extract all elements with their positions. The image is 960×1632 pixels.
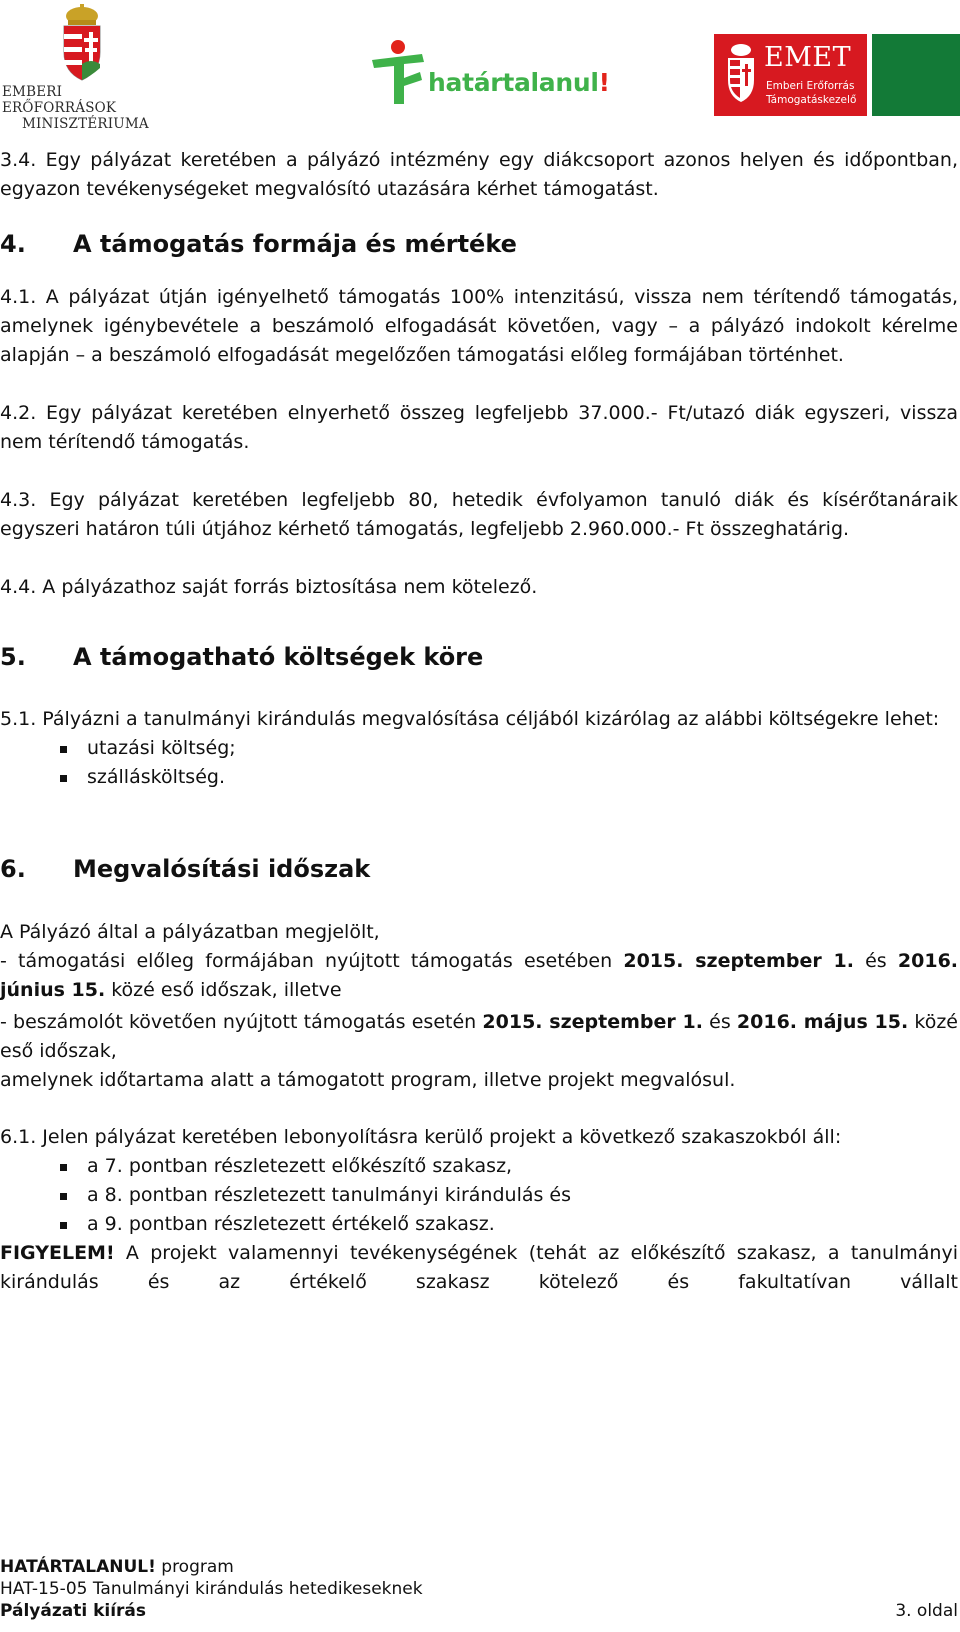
list-item: a 7. pontban részletezett előkészítő szakasz, <box>60 1152 958 1181</box>
emet-logo <box>714 34 960 116</box>
hatartalanul-word: határtalanul <box>428 68 599 97</box>
attention-text: A projekt valamennyi tevékenységének (tehát az előkészítő szakasz, a tanulmányi kirándulás és az értékelő szakasz kötelező és fakultatívan vállalt <box>0 1242 958 1293</box>
paragraph-6-1: 6.1. Jelen pályázat keretében lebonyolításra kerülő projekt a következő szakaszokból áll: <box>0 1126 842 1148</box>
heading-5 <box>0 642 958 672</box>
paragraph-3-4: 3.4. Egy pályázat keretében a pályázó intézmény egy diákcsoport azonos helyen és időpontban, egyazon tevékenységeket megvalósító utazására kérhet támogatást. <box>0 149 958 200</box>
ministry-name <box>2 84 177 132</box>
phase-list <box>0 1152 958 1239</box>
advance-end-date: 2016. június 15. <box>0 950 959 1001</box>
emet-shield-icon <box>726 42 756 102</box>
list-item: utazási költség; <box>60 734 958 763</box>
ministry-logo <box>0 0 175 132</box>
cost-list <box>0 734 958 792</box>
paragraph-4-2: 4.2. Egy pályázat keretében elnyerhető összeg legfeljebb 37.000.- Ft/utazó diák egyszeri, vissza nem térítendő támogatás. <box>0 402 958 453</box>
paragraph-6-report <box>0 1008 958 1066</box>
heading-4 <box>0 229 958 259</box>
heading-6-number: 6. <box>0 855 26 883</box>
ministry-line2: MINISZTÉRIUMA <box>22 116 149 132</box>
advance-text: - támogatási előleg formájában nyújtott támogatás esetében <box>0 950 624 972</box>
paragraph-6-intro: A Pályázó által a pályázatban megjelölt, <box>0 921 380 943</box>
report-tail: közé eső időszak, <box>0 1011 958 1062</box>
advance-tail: közé eső időszak, illetve <box>105 979 342 1001</box>
advance-and: és <box>853 950 898 972</box>
hatartalanul-figure-icon <box>368 38 430 108</box>
emet-subtitle-line1: Emberi Erőforrás <box>766 80 855 92</box>
report-start-date: 2015. szeptember 1. <box>482 1011 703 1033</box>
list-item: a 8. pontban részletezett tanulmányi kirándulás és <box>60 1181 958 1210</box>
ministry-line1: EMBERI ERŐFORRÁSOK <box>2 84 117 116</box>
footer-title-row <box>0 1600 958 1622</box>
attention-paragraph <box>0 1239 958 1297</box>
page-footer <box>0 1556 958 1622</box>
paragraph-4-1: 4.1. A pályázat útján igényelhető támogatás 100% intenzitású, vissza nem térítendő támogatás, amelynek igénybevétele a beszámoló elfogadását követően, vagy – a pályázó indokolt kérelme alapján – a beszámoló elfogadását megelőzően támogatási előleg formájában történhet. <box>0 286 958 366</box>
list-item: a 9. pontban részletezett értékelő szakasz. <box>60 1210 958 1239</box>
hatartalanul-wordmark <box>428 68 610 97</box>
heading-5-title: A támogatható költségek köre <box>73 643 484 671</box>
paragraph-5-1: 5.1. Pályázni a tanulmányi kirándulás megvalósítása céljából kizárólag az alábbi költségekre lehet: <box>0 708 940 730</box>
hatartalanul-exclamation: ! <box>598 68 610 97</box>
footer-doc-title: Pályázati kiírás <box>0 1601 147 1621</box>
heading-6 <box>0 854 958 884</box>
hatartalanul-logo <box>368 38 610 108</box>
heading-5-number: 5. <box>0 643 26 671</box>
emet-subtitle-line2: Támogatáskezelő <box>766 94 857 106</box>
paragraph-6-advance <box>0 947 958 1005</box>
footer-program-name: HATÁRTALANUL! <box>0 1557 156 1577</box>
attention-label: FIGYELEM! <box>0 1242 115 1264</box>
document-body <box>0 146 958 1297</box>
report-end-date: 2016. május 15. <box>736 1011 909 1033</box>
list-item: szállásköltség. <box>60 763 958 792</box>
hungarian-coat-of-arms-icon <box>58 2 106 82</box>
heading-4-number: 4. <box>0 230 26 258</box>
paragraph-6-outro: amelynek időtartama alatt a támogatott program, illetve projekt megvalósul. <box>0 1069 736 1091</box>
paragraph-4-3: 4.3. Egy pályázat keretében legfeljebb 80, hetedik évfolyamon tanuló diák és kísérőtanáraik egyszeri határon túli útjához kérhető támogatás, legfeljebb 2.960.000.- Ft összeghatárig. <box>0 489 958 540</box>
report-and: és <box>702 1011 737 1033</box>
footer-program <box>0 1556 958 1578</box>
heading-6-title: Megvalósítási időszak <box>73 855 371 883</box>
page-number: 3. oldal <box>895 1601 958 1621</box>
paragraph-4-4: 4.4. A pályázathoz saját forrás biztosítása nem kötelező. <box>0 576 538 598</box>
emet-green-block <box>872 34 960 116</box>
heading-4-title: A támogatás formája és mértéke <box>73 230 517 258</box>
footer-program-suffix: program <box>155 1557 234 1577</box>
emet-red-block <box>714 34 867 116</box>
advance-start-date: 2015. szeptember 1. <box>623 950 854 972</box>
report-text: - beszámolót követően nyújtott támogatás esetén <box>0 1011 483 1033</box>
emet-title: EMET <box>764 42 852 73</box>
footer-code: HAT-15-05 Tanulmányi kirándulás hetedikeseknek <box>0 1579 423 1599</box>
